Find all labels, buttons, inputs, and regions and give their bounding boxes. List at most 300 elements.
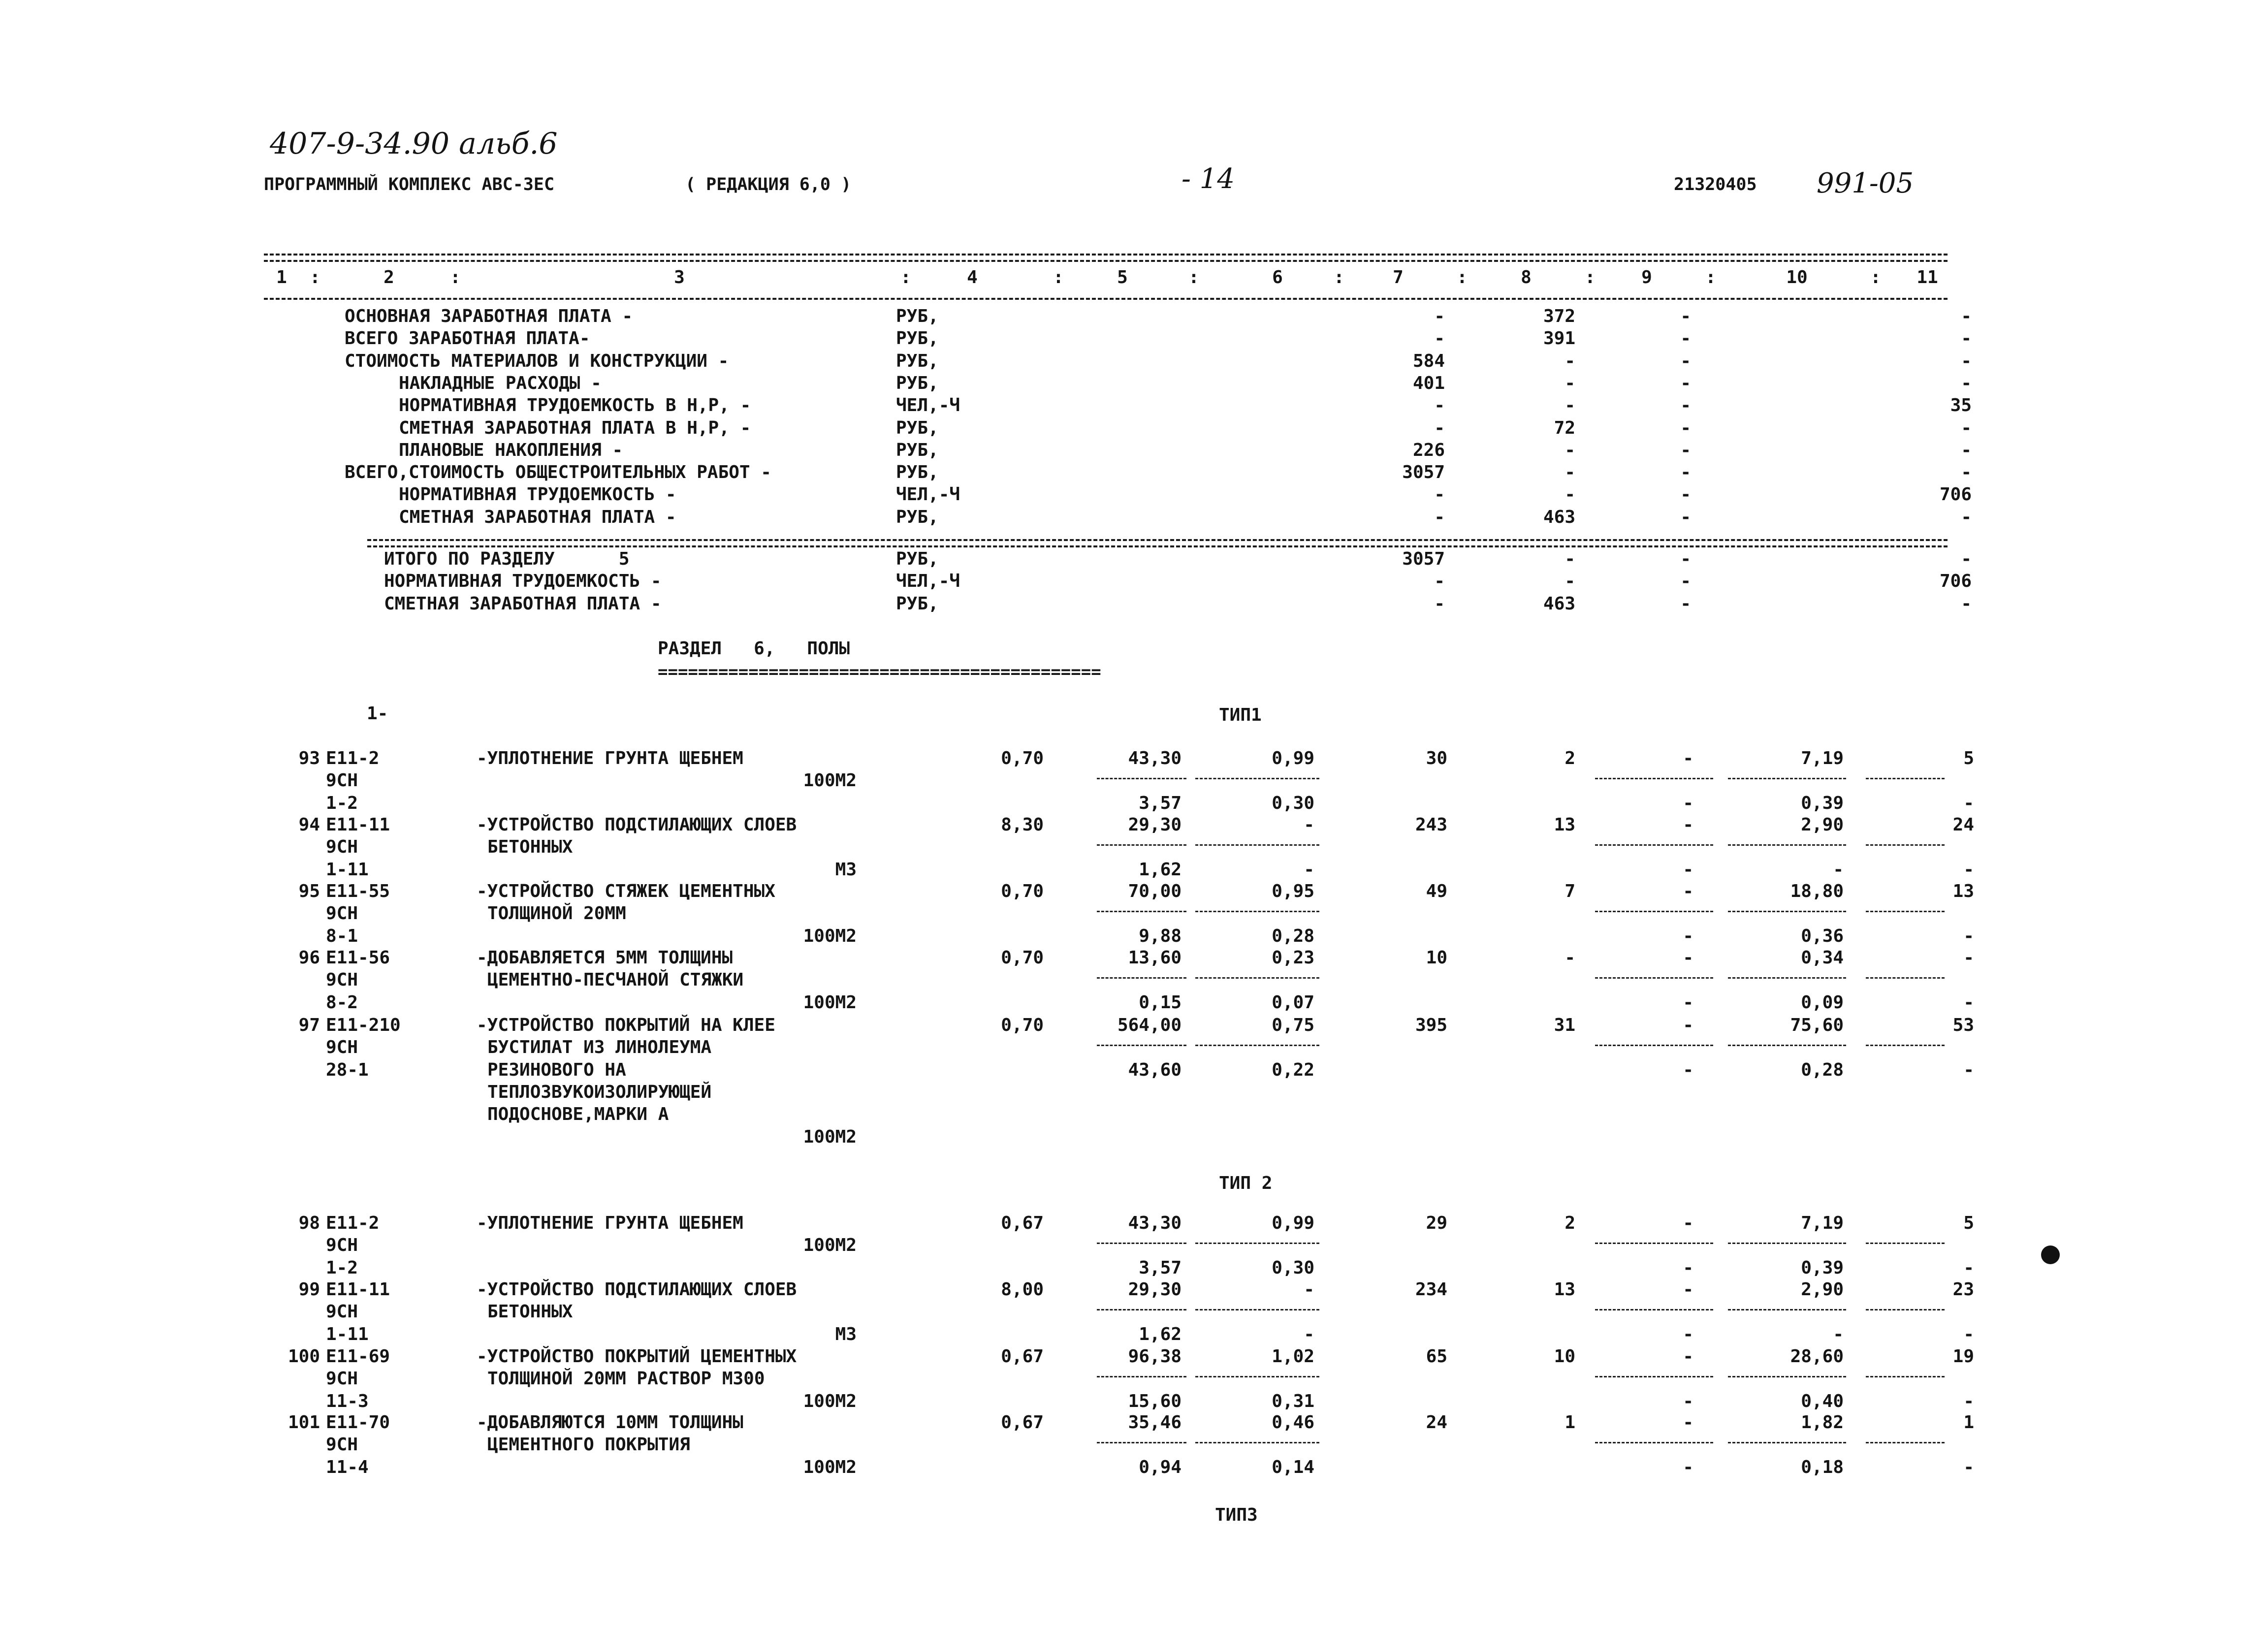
item-description: -УСТРОЙСТВО ПОКРЫТИЙ НА КЛЕЕ: [477, 1015, 775, 1035]
summary-col9: -: [1680, 484, 1691, 505]
item-c9-secondary: -: [1683, 1059, 1693, 1080]
column-header-18: 10: [1786, 267, 1808, 287]
item-rule: [1595, 1309, 1713, 1310]
item-c6: -: [1304, 815, 1314, 835]
item-unit: 100М2: [803, 1235, 857, 1256]
doc-number: 21320405: [1674, 175, 1757, 194]
item-description: ТОЛЩИНОЙ 20ММ: [487, 903, 626, 924]
column-header-0: 1: [276, 267, 287, 287]
item-unit: 100М2: [803, 926, 857, 946]
summary-label: ОСНОВНАЯ ЗАРАБОТНАЯ ПЛАТА -: [345, 306, 633, 326]
item-rule: [1728, 1243, 1846, 1244]
item-c5-secondary: 9,88: [1139, 926, 1182, 946]
section-title: РАЗДЕЛ 6, ПОЛЫ: [658, 638, 850, 659]
item-c5: 564,00: [1117, 1015, 1182, 1035]
item-rule: [1595, 1442, 1713, 1443]
item-code-3: 1-11: [326, 1324, 369, 1344]
column-header-8: 5: [1117, 267, 1128, 287]
item-c5: 35,46: [1128, 1412, 1182, 1433]
item-c8: 13: [1554, 815, 1575, 835]
item-c10-secondary: -: [1833, 1324, 1844, 1344]
summary-col7: 3057: [1402, 462, 1445, 483]
item-code: Е11-69: [326, 1346, 390, 1367]
item-c7: 395: [1415, 1015, 1447, 1035]
totals-label: НОРМАТИВНАЯ ТРУДОЕМКОСТЬ -: [384, 571, 662, 592]
item-c11: 24: [1952, 815, 1974, 835]
summary-unit: ЧЕЛ,-Ч: [896, 395, 960, 416]
item-c6: 0,99: [1272, 1213, 1314, 1233]
item-c7: 24: [1426, 1412, 1447, 1433]
item-c6-secondary: 0,28: [1272, 926, 1314, 946]
item-c10: 1,82: [1801, 1412, 1844, 1433]
item-c7: 49: [1426, 881, 1447, 901]
summary-unit: ЧЕЛ,-Ч: [896, 484, 960, 505]
item-rule: [1728, 1309, 1846, 1310]
summary-col7: 401: [1412, 373, 1445, 393]
item-code: Е11-2: [326, 748, 380, 768]
item-rule: [1866, 977, 1945, 979]
item-description: -УСТРОЙСТВО ПОДСТИЛАЮЩИХ СЛОЕВ: [477, 815, 797, 835]
item-description: -УПЛОТНЕНИЕ ГРУНТА ЩЕБНЕМ: [477, 748, 743, 768]
summary-col9: -: [1680, 462, 1691, 483]
item-code-2: 9СН: [326, 1037, 358, 1058]
item-c5: 29,30: [1128, 1279, 1182, 1300]
type-3-heading: ТИП3: [1215, 1505, 1258, 1525]
item-description: ПОДОСНОВЕ,МАРКИ А: [487, 1104, 669, 1125]
item-rule: [1866, 1309, 1945, 1310]
item-c5-secondary: 15,60: [1128, 1391, 1182, 1411]
item-unit: М3: [835, 1324, 857, 1344]
summary-label: СТОИМОСТЬ МАТЕРИАЛОВ И КОНСТРУКЦИИ -: [345, 351, 729, 371]
item-number: 95: [298, 881, 320, 901]
item-c10: 0,34: [1801, 948, 1844, 968]
item-c9-secondary: -: [1683, 859, 1693, 880]
item-rule: [1595, 1243, 1713, 1244]
summary-col7: -: [1434, 417, 1445, 438]
item-c10-secondary: 0,39: [1801, 1257, 1844, 1278]
summary-col9: -: [1680, 328, 1691, 349]
item-rule: [1595, 778, 1713, 779]
item-c9-secondary: -: [1683, 992, 1693, 1013]
page-number: - 14: [1182, 163, 1235, 195]
item-rule: [1728, 1045, 1846, 1046]
item-number: 98: [298, 1213, 320, 1233]
summary-unit: РУБ,: [896, 507, 939, 527]
item-description: БЕТОННЫХ: [487, 837, 573, 858]
header-rule-top2: [264, 260, 1948, 262]
item-c10: 2,90: [1801, 1279, 1844, 1300]
item-c5-secondary: 3,57: [1139, 1257, 1182, 1278]
item-c9-secondary: -: [1683, 1391, 1693, 1411]
item-c6: 0,99: [1272, 748, 1314, 768]
item-rule: [1195, 1376, 1319, 1377]
header-rule-top: [264, 254, 1948, 255]
item-rule: [1195, 911, 1319, 912]
column-header-11: :: [1334, 267, 1344, 287]
item-rule: [1097, 778, 1186, 779]
totals-col9: -: [1680, 571, 1691, 592]
item-description: -УСТРОЙСТВО ПОКРЫТИЙ ЦЕМЕНТНЫХ: [477, 1346, 797, 1367]
item-rule: [1595, 1045, 1713, 1046]
summary-col7: 584: [1412, 351, 1445, 371]
item-c9: -: [1683, 881, 1693, 901]
summary-col8: -: [1565, 484, 1575, 505]
totals-col7: 3057: [1402, 549, 1445, 569]
item-c6-secondary: 0,31: [1272, 1391, 1314, 1411]
summary-unit: РУБ,: [896, 351, 939, 371]
item-code-3: 1-2: [326, 793, 358, 813]
summary-unit: РУБ,: [896, 462, 939, 483]
summary-col8: 372: [1543, 306, 1575, 326]
item-rule: [1195, 1309, 1319, 1310]
item-c11: 5: [1963, 748, 1974, 768]
item-code-3: 8-2: [326, 992, 358, 1013]
item-c5-secondary: 0,94: [1139, 1457, 1182, 1477]
totals-label: ИТОГО ПО РАЗДЕЛУ 5: [384, 549, 630, 569]
item-c5: 13,60: [1128, 948, 1182, 968]
totals-col9: -: [1680, 593, 1691, 614]
item-code: Е11-70: [326, 1412, 390, 1433]
item-description: -ДОБАВЛЯЮТСЯ 10ММ ТОЛЩИНЫ: [477, 1412, 743, 1433]
column-header-19: :: [1870, 267, 1881, 287]
item-c11: 1: [1963, 1412, 1974, 1433]
totals-col11: 706: [1939, 571, 1972, 592]
totals-label: СМЕТНАЯ ЗАРАБОТНАЯ ПЛАТА -: [384, 593, 662, 614]
item-c5: 96,38: [1128, 1346, 1182, 1367]
item-rule: [1866, 1045, 1945, 1046]
item-c4: 8,00: [1001, 1279, 1044, 1300]
item-c7: 234: [1415, 1279, 1447, 1300]
item-c11-secondary: -: [1963, 1391, 1974, 1411]
item-rule: [1728, 977, 1846, 979]
item-code: Е11-56: [326, 948, 390, 968]
totals-unit: ЧЕЛ,-Ч: [896, 571, 960, 592]
item-c5: 29,30: [1128, 815, 1182, 835]
item-c11-secondary: -: [1963, 1324, 1974, 1344]
item-c6: 0,75: [1272, 1015, 1314, 1035]
item-rule: [1195, 1045, 1319, 1046]
column-header-16: 9: [1641, 267, 1652, 287]
summary-col8: -: [1565, 395, 1575, 416]
item-rule: [1866, 1442, 1945, 1443]
item-c9-secondary: -: [1683, 1457, 1693, 1477]
summary-col8: 463: [1543, 507, 1575, 527]
item-rule: [1866, 778, 1945, 779]
totals-col11: -: [1961, 593, 1972, 614]
item-code-2: 9СН: [326, 1235, 358, 1256]
item-rule: [1195, 977, 1319, 979]
item-c5-secondary: 3,57: [1139, 793, 1182, 813]
item-c11: 13: [1952, 881, 1974, 901]
summary-col7: -: [1434, 484, 1445, 505]
item-description: РЕЗИНОВОГО НА: [487, 1059, 626, 1080]
item-c6-secondary: 0,22: [1272, 1059, 1314, 1080]
column-header-15: :: [1585, 267, 1596, 287]
item-c11-secondary: -: [1963, 926, 1974, 946]
item-c11-secondary: -: [1963, 859, 1974, 880]
item-c5-secondary: 43,60: [1128, 1059, 1182, 1080]
item-code: Е11-11: [326, 1279, 390, 1300]
item-c10: 28,60: [1790, 1346, 1844, 1367]
totals-rule-2: [367, 545, 1948, 547]
summary-unit: РУБ,: [896, 373, 939, 393]
summary-col11: 706: [1939, 484, 1972, 505]
summary-col7: -: [1434, 328, 1445, 349]
summary-col7: -: [1434, 395, 1445, 416]
handwritten-code: 407-9-34.90 альб.6: [270, 127, 558, 161]
item-code-3: 1-2: [326, 1257, 358, 1278]
item-c9: -: [1683, 1346, 1693, 1367]
summary-label: НОРМАТИВНАЯ ТРУДОЕМКОСТЬ В Н,Р, -: [399, 395, 751, 416]
item-c7: 10: [1426, 948, 1447, 968]
summary-col9: -: [1680, 507, 1691, 527]
column-header-4: 3: [674, 267, 685, 287]
item-rule: [1097, 1309, 1186, 1310]
item-c9: -: [1683, 1015, 1693, 1035]
item-c8: 31: [1554, 1015, 1575, 1035]
summary-col11: 35: [1950, 395, 1972, 416]
item-rule: [1195, 1243, 1319, 1244]
item-c11-secondary: -: [1963, 992, 1974, 1013]
item-c8: -: [1565, 948, 1575, 968]
item-rule: [1097, 911, 1186, 912]
item-rule: [1728, 1376, 1846, 1377]
item-description: -УСТРОЙСТВО СТЯЖЕК ЦЕМЕНТНЫХ: [477, 881, 775, 901]
item-c11-secondary: -: [1963, 1457, 1974, 1477]
column-header-10: 6: [1272, 267, 1283, 287]
item-description: -УСТРОЙСТВО ПОДСТИЛАЮЩИХ СЛОЕВ: [477, 1279, 797, 1300]
item-number: 99: [298, 1279, 320, 1300]
totals-col8: 463: [1543, 593, 1575, 614]
item-c7: 29: [1426, 1213, 1447, 1233]
column-header-9: :: [1188, 267, 1199, 287]
item-c6-secondary: 0,07: [1272, 992, 1314, 1013]
item-c11: 19: [1952, 1346, 1974, 1367]
program-title: ПРОГРАММНЫЙ КОМПЛЕКС АВС-3ЕС: [264, 175, 555, 194]
summary-unit: РУБ,: [896, 440, 939, 460]
totals-col11: -: [1961, 549, 1972, 569]
type-2-heading: ТИП 2: [1219, 1173, 1273, 1193]
item-c5: 70,00: [1128, 881, 1182, 901]
item-rule: [1866, 1243, 1945, 1244]
item-c6-secondary: -: [1304, 859, 1314, 880]
item-number: 97: [298, 1015, 320, 1035]
column-header-3: :: [450, 267, 461, 287]
item-c4: 0,70: [1001, 948, 1044, 968]
summary-col7: 226: [1412, 440, 1445, 460]
item-c9-secondary: -: [1683, 793, 1693, 813]
item-rule: [1595, 1376, 1713, 1377]
section-underline: ============================================: [658, 662, 1101, 682]
item-c8: 13: [1554, 1279, 1575, 1300]
item-c5-secondary: 1,62: [1139, 859, 1182, 880]
item-code-2: 9СН: [326, 1369, 358, 1389]
item-code-2: 9СН: [326, 1302, 358, 1322]
item-c9: -: [1683, 1279, 1693, 1300]
column-header-14: 8: [1521, 267, 1532, 287]
summary-col9: -: [1680, 306, 1691, 326]
summary-col11: -: [1961, 373, 1972, 393]
item-description: ЦЕМЕНТНО-ПЕСЧАНОЙ СТЯЖКИ: [487, 970, 744, 990]
item-rule: [1595, 977, 1713, 979]
item-unit: 100М2: [803, 1391, 857, 1411]
item-rule: [1097, 1045, 1186, 1046]
column-header-7: :: [1053, 267, 1064, 287]
handwritten-ref: 991-05: [1817, 167, 1914, 199]
item-code-2: 9СН: [326, 903, 358, 924]
totals-col8: -: [1565, 571, 1575, 592]
item-rule: [1595, 911, 1713, 912]
item-unit: М3: [835, 859, 857, 880]
item-c11-secondary: -: [1963, 1059, 1974, 1080]
summary-col8: -: [1565, 462, 1575, 483]
item-code-3: 8-1: [326, 926, 358, 946]
summary-col8: 391: [1543, 328, 1575, 349]
column-header-13: :: [1457, 267, 1468, 287]
summary-col9: -: [1680, 351, 1691, 371]
totals-rule: [367, 539, 1948, 541]
item-c10-secondary: 0,09: [1801, 992, 1844, 1013]
item-c5-secondary: 0,15: [1139, 992, 1182, 1013]
summary-col9: -: [1680, 395, 1691, 416]
item-description: БЕТОННЫХ: [487, 1302, 573, 1322]
item-rule: [1595, 844, 1713, 846]
item-code: Е11-55: [326, 881, 390, 901]
item-c11: 5: [1963, 1213, 1974, 1233]
item-rule: [1097, 1442, 1186, 1443]
item-c9-secondary: -: [1683, 1257, 1693, 1278]
item-rule: [1728, 911, 1846, 912]
item-c4: 0,67: [1001, 1213, 1044, 1233]
item-c7: 243: [1415, 815, 1447, 835]
item-rule: [1195, 844, 1319, 846]
summary-col11: -: [1961, 306, 1972, 326]
item-unit: 100М2: [803, 992, 857, 1013]
item-code: Е11-11: [326, 815, 390, 835]
item-c6-secondary: 0,30: [1272, 1257, 1314, 1278]
summary-col9: -: [1680, 440, 1691, 460]
item-c4: 0,67: [1001, 1412, 1044, 1433]
item-c10: 7,19: [1801, 1213, 1844, 1233]
item-rule: [1728, 844, 1846, 846]
item-description: ЦЕМЕНТНОГО ПОКРЫТИЯ: [487, 1435, 690, 1455]
item-number: 100: [287, 1346, 320, 1367]
column-header-12: 7: [1393, 267, 1404, 287]
summary-col7: -: [1434, 306, 1445, 326]
item-number: 96: [298, 948, 320, 968]
item-c6: 1,02: [1272, 1346, 1314, 1367]
summary-unit: РУБ,: [896, 328, 939, 349]
column-header-6: 4: [967, 267, 978, 287]
item-c4: 0,70: [1001, 1015, 1044, 1035]
item-c6: 0,23: [1272, 948, 1314, 968]
item-unit: 100М2: [803, 1126, 857, 1147]
item-c8: 1: [1565, 1412, 1575, 1433]
summary-label: СМЕТНАЯ ЗАРАБОТНАЯ ПЛАТА -: [399, 507, 676, 527]
item-rule: [1728, 1442, 1846, 1443]
item-c11-secondary: -: [1963, 1257, 1974, 1278]
summary-col11: -: [1961, 417, 1972, 438]
item-c10-secondary: -: [1833, 859, 1844, 880]
item-description: ТЕПЛОЗВУКОИЗОЛИРУЮЩЕЙ: [487, 1082, 712, 1102]
item-rule: [1195, 778, 1319, 779]
totals-col7: -: [1434, 571, 1445, 592]
summary-col9: -: [1680, 417, 1691, 438]
section-marker: 1-: [367, 703, 388, 724]
item-c11: 53: [1952, 1015, 1974, 1035]
item-code: Е11-2: [326, 1213, 380, 1233]
item-code-3: 11-4: [326, 1457, 369, 1477]
edition: ( РЕДАКЦИЯ 6,0 ): [685, 175, 852, 194]
item-description: -УПЛОТНЕНИЕ ГРУНТА ЩЕБНЕМ: [477, 1213, 743, 1233]
item-rule: [1728, 778, 1846, 779]
item-code-3: 28-1: [326, 1059, 369, 1080]
item-c10-secondary: 0,39: [1801, 793, 1844, 813]
summary-unit: РУБ,: [896, 417, 939, 438]
totals-col8: -: [1565, 549, 1575, 569]
summary-col11: -: [1961, 462, 1972, 483]
item-c10-secondary: 0,28: [1801, 1059, 1844, 1080]
item-number: 101: [287, 1412, 320, 1433]
summary-label: СМЕТНАЯ ЗАРАБОТНАЯ ПЛАТА В Н,Р, -: [399, 417, 751, 438]
item-c7: 30: [1426, 748, 1447, 768]
item-c8: 10: [1554, 1346, 1575, 1367]
item-code-3: 11-3: [326, 1391, 369, 1411]
item-c4: 0,70: [1001, 748, 1044, 768]
summary-label: НОРМАТИВНАЯ ТРУДОЕМКОСТЬ -: [399, 484, 676, 505]
item-code-2: 9СН: [326, 1435, 358, 1455]
summary-label: ПЛАНОВЫЕ НАКОПЛЕНИЯ -: [399, 440, 623, 460]
item-rule: [1097, 977, 1186, 979]
summary-col11: -: [1961, 351, 1972, 371]
item-code-2: 9СН: [326, 837, 358, 858]
item-code-2: 9СН: [326, 770, 358, 791]
item-c6: 0,46: [1272, 1412, 1314, 1433]
item-unit: 100М2: [803, 1457, 857, 1477]
summary-col11: -: [1961, 440, 1972, 460]
item-c10: 18,80: [1790, 881, 1844, 901]
item-c8: 2: [1565, 1213, 1575, 1233]
item-number: 94: [298, 815, 320, 835]
column-header-2: 2: [383, 267, 394, 287]
item-c5: 43,30: [1128, 748, 1182, 768]
summary-col7: -: [1434, 507, 1445, 527]
summary-col8: 72: [1554, 417, 1575, 438]
column-header-17: :: [1705, 267, 1716, 287]
item-number: 93: [298, 748, 320, 768]
item-rule: [1195, 1442, 1319, 1443]
header-rule-bottom: [264, 298, 1948, 300]
item-c9-secondary: -: [1683, 926, 1693, 946]
item-c4: 8,30: [1001, 815, 1044, 835]
summary-col11: -: [1961, 507, 1972, 527]
item-unit: 100М2: [803, 770, 857, 791]
item-c11: -: [1963, 948, 1974, 968]
type-1-heading: ТИП1: [1219, 705, 1262, 725]
item-c9: -: [1683, 815, 1693, 835]
item-description: ТОЛЩИНОЙ 20ММ РАСТВОР М300: [487, 1369, 765, 1389]
item-c4: 0,70: [1001, 881, 1044, 901]
summary-col11: -: [1961, 328, 1972, 349]
ink-blot: [2041, 1245, 2060, 1264]
item-c8: 7: [1565, 881, 1575, 901]
item-rule: [1866, 844, 1945, 846]
item-code: Е11-210: [326, 1015, 401, 1035]
item-c10-secondary: 0,40: [1801, 1391, 1844, 1411]
item-rule: [1097, 1243, 1186, 1244]
item-c9: -: [1683, 948, 1693, 968]
summary-label: НАКЛАДНЫЕ РАСХОДЫ -: [399, 373, 602, 393]
